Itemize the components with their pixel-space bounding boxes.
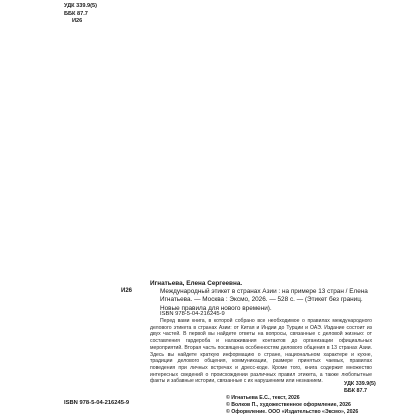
- author-name: Игнатьева, Елена Сергеевна.: [150, 280, 243, 287]
- isbn-main: ISBN 978-5-04-216245-9: [160, 311, 225, 317]
- bibliographic-record: [150, 280, 372, 313]
- copyright-notices: [226, 395, 358, 416]
- copyright-text: © Игнатьева Е.С., текст, 2026: [226, 395, 300, 401]
- bbk-code: ББК 87.7: [64, 10, 88, 17]
- bibliographic-description: Международный этикет в странах Азии : на примере 13 стран / Елена Игнатьева. — Москва : Эксмо, 2026. — 528 с. — (Этикет без границ. Новые правила для нового времени).: [160, 288, 368, 312]
- annotation-text: Перед вами книга, в которой собрано все необходимое о правилах международного делового этикета в странах Азии: от Китая и Индии до Турции и ОАЭ. Издание состоит из двух частей. В первой вы найдете ответы на вопросы, связанные с деловой жизнью: от составления гардероба и налаживания контактов до организации официальных мероприятий. Вторая часть посвящена особенностям делового общения в 13 странах Азии. Здесь вы найдете краткую информацию о стране, национальном характере и кухне, традиции делового общения, коммуникации, размере принятых чаевых, правилах поведения при личных встречах и дресс-коде. Кроме того, книга содержит множество интересных сведений о происхождении различных правил этикета, а также любопытные факты и забавные истории, связанные с их нарушением или незнанием.: [150, 318, 372, 385]
- udk-code-right: УДК 339.9(5): [344, 381, 376, 387]
- classification-codes-right: [344, 381, 376, 395]
- copyright-layout: © Оформление. ООО «Издательство «Эксмо», 2026: [226, 409, 359, 415]
- isbn-bottom: ISBN 978-5-04-216245-9: [64, 400, 130, 406]
- udk-code: УДК 339.9(5): [64, 3, 97, 9]
- author-sign: И26: [72, 18, 83, 25]
- bbk-code-right: ББК 87.7: [344, 388, 368, 394]
- copyright-design: © Волков П., художественное оформление, 2026: [226, 402, 351, 408]
- author-sign-left: И26: [121, 288, 132, 294]
- classification-codes: [64, 3, 97, 26]
